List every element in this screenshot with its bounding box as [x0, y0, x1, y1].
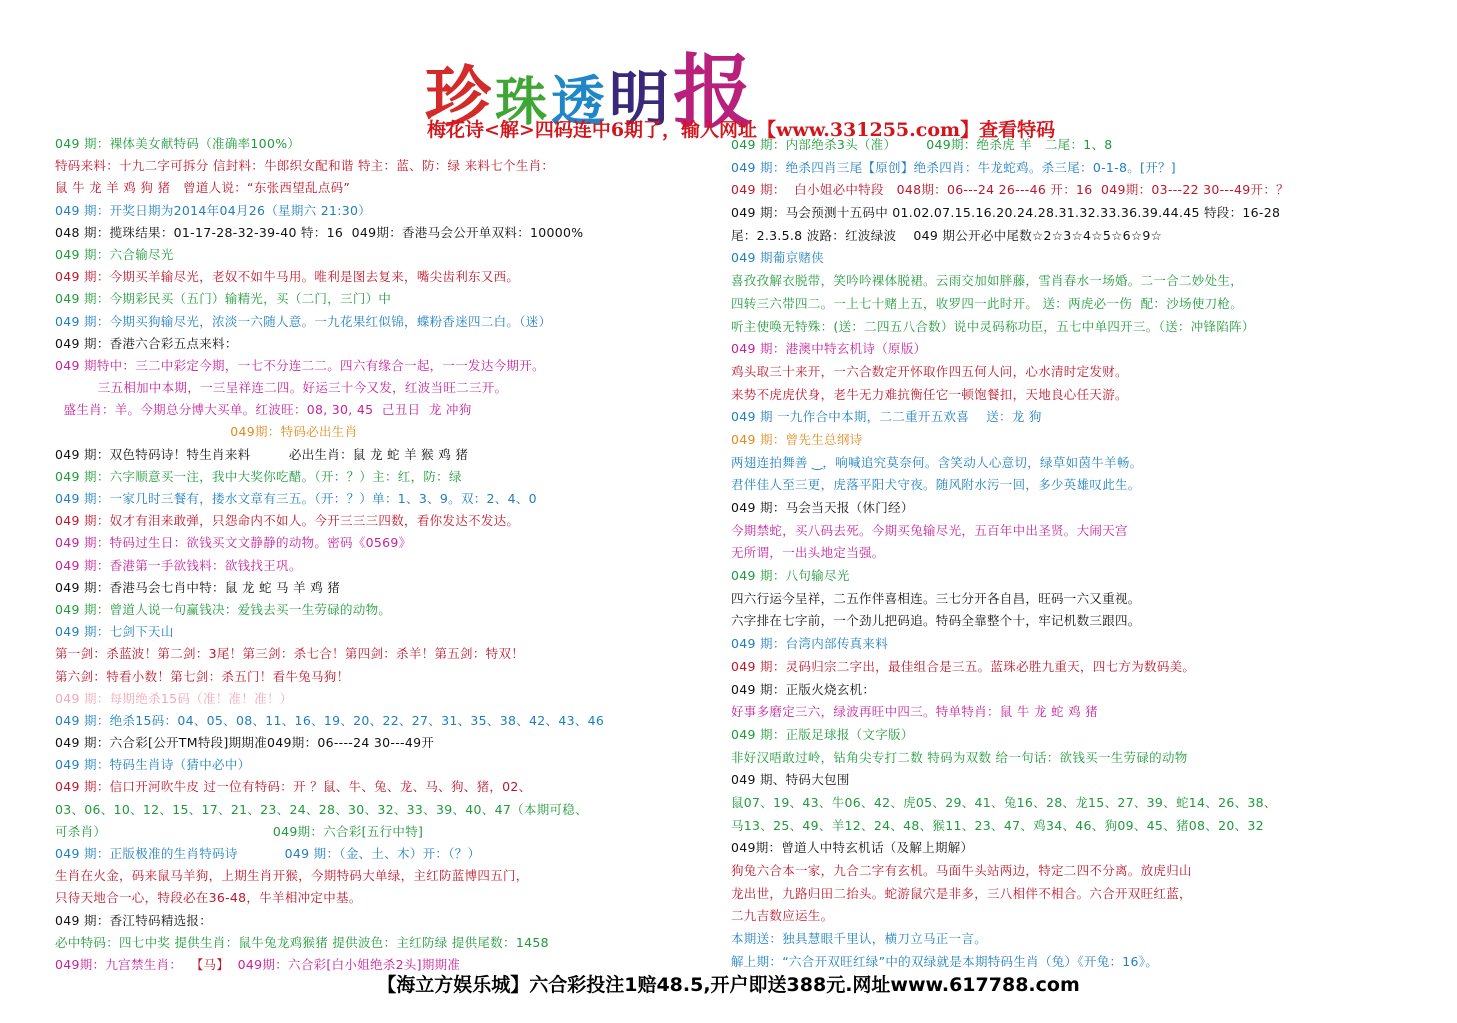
- text-segment: 049 期：双色特码诗！特生肖来料 必出生肖：鼠 龙 蛇 羊 猴 鸡 猪: [55, 446, 469, 462]
- text-line: [731, 384, 1431, 407]
- text-segment: 盛生肖：羊。今期总分博大买单。红波旺：08, 30, 45 己丑日 龙 冲狗: [55, 402, 472, 418]
- left-column: [55, 133, 715, 976]
- text-segment: 必中特码：四七中奖 提供生肖：鼠牛兔龙鸡猴猪 提供波色：主红防绿 提供尾数：1458: [55, 934, 549, 950]
- text-line: [731, 202, 1431, 225]
- text-line: [731, 928, 1431, 951]
- text-line: [731, 769, 1431, 792]
- text-segment: 049 期：今期买狗输尽光，浓淡一六随人意。一九花果红似锦，蝶粉香迷四二白。（迷）: [55, 313, 552, 329]
- text-segment: 049 期：香港第一手欲钱料：欲钱找王巩。: [55, 557, 302, 573]
- text-segment: 049 期特中：三二中彩定今期，一七不分连二二。四六有缘合一起，一一发达今期开。: [55, 357, 545, 373]
- text-segment: 049 期：特码生肖诗（猜中必中）: [55, 757, 251, 773]
- text-segment: 049 期：六合彩[公开TM特段]期期准049期：06----24 30---49开: [55, 735, 435, 751]
- text-line: [55, 266, 715, 288]
- text-segment: 049 期：灵码归宗二字出，最佳组合是三五。蓝珠必胜九重天，四七方为数码美。: [731, 658, 1196, 674]
- text-segment: 049 期：一家几时三餐有，搂水文章有三五。（开：？）单：1、3、9。双：2、4、0: [55, 491, 537, 506]
- text-line: [731, 293, 1431, 316]
- text-segment: 049 期：信口开河吹牛皮 过一位有特码：开 ？鼠、牛、兔、龙、马、狗、猪，02、: [55, 779, 532, 795]
- text-line: [55, 821, 715, 843]
- text-segment: 049期：六合彩[白小姐绝杀2头]期期准: [229, 956, 461, 972]
- text-line: [731, 905, 1431, 928]
- text-line: [55, 444, 715, 466]
- text-line: [55, 333, 715, 355]
- text-line: [55, 688, 715, 710]
- text-line: [55, 887, 715, 909]
- text-line: [731, 338, 1431, 361]
- text-line: [731, 860, 1431, 883]
- text-segment: 049 期：香港马会七肖中特：鼠 龙 蛇 马 羊 鸡 猪: [55, 579, 341, 595]
- text-line: [731, 225, 1431, 248]
- text-line: [731, 610, 1431, 633]
- text-segment: 三五相加中本期，一三呈祥连二四。好运三十今又发，红波当旺二三开。: [55, 380, 508, 396]
- text-line: [55, 288, 715, 310]
- text-segment: 【马】: [190, 956, 230, 972]
- right-column: [731, 134, 1431, 973]
- text-segment: 四六行运今呈祥，二五作伴喜相连。三七分开各自昌，旺码一六又重视。: [731, 590, 1141, 606]
- text-line: [731, 837, 1431, 860]
- text-segment: 鼠07、19、43、牛06、42、虎05、29、41、兔16、28、龙15、27、39、蛇14、26、38、: [731, 794, 1277, 810]
- text-line: [55, 200, 715, 222]
- masthead-char: 明: [609, 65, 674, 135]
- text-line: [55, 510, 715, 532]
- text-line: [731, 520, 1431, 543]
- text-segment: 第一剑：杀蓝波！第二剑：3尾！第三剑：杀七合！第四剑：杀羊！第五剑：特双！: [55, 646, 525, 662]
- text-segment: 049 期：台湾内部传真来料: [731, 636, 889, 652]
- text-line: [55, 244, 715, 266]
- text-line: [731, 474, 1431, 497]
- text-segment: 生肖在火金，码来鼠马羊狗，上期生肖开猴，今期特码大单绿，主红防蓝博四五门，: [55, 868, 529, 884]
- text-segment: 非好汉唔敢过岭，钻角尖专打二数 特码为双数 给一句话：欲钱买一生劳碌的动物: [731, 749, 1188, 765]
- text-line: [55, 399, 715, 421]
- text-segment: 喜孜孜解衣脱带，笑吟吟裸体脱裙。云雨交加如胖藤，雪肖春水一场婚。二一合二妙处生，: [731, 273, 1244, 289]
- text-segment: 049 期：香江特码精选报：: [55, 912, 213, 928]
- masthead-title: [425, 28, 758, 139]
- text-segment: 二九吉数应运生。: [731, 908, 834, 924]
- text-line: [731, 701, 1431, 724]
- text-line: [731, 316, 1431, 339]
- text-segment: 048 期：揽珠结果：01-17-28-32-39-40 特：16 049期：香港马会公开单双料：10000%: [55, 224, 584, 240]
- text-line: [731, 633, 1431, 656]
- text-segment: 049 期：曾道人说一句赢钱决：爱钱去买一生劳碌的动物。: [55, 601, 392, 617]
- text-line: [55, 865, 715, 887]
- text-line: [731, 270, 1431, 293]
- text-line: [731, 247, 1431, 270]
- text-segment: 049 期：马会当天报（休门经）: [731, 500, 914, 515]
- text-line: [731, 361, 1431, 384]
- text-line: [55, 488, 715, 510]
- text-segment: 049 期：内部绝杀3头（准） 049期：绝杀虎 羊 二尾：1、8: [731, 137, 1113, 152]
- text-line: [731, 792, 1431, 815]
- text-line: [55, 355, 715, 377]
- text-segment: 049 期：港澳中特玄机诗（原版）: [731, 341, 927, 357]
- text-segment: 今期禁蛇，买八码去死。今期买兔输尽光，五百年中出圣贤。大闹天宫: [731, 522, 1128, 538]
- text-line: [55, 577, 715, 599]
- text-segment: 049 期：正版极准的生肖特码诗 049 期：（金、土、木）开：（？）: [55, 846, 481, 861]
- text-segment: 049期：特码必出生肖: [55, 424, 358, 440]
- text-line: [731, 588, 1431, 611]
- text-segment: 狗兔六合本一家，九合二字有玄机。马面牛头站两边，特定二四不分离。放虎归山: [731, 863, 1192, 878]
- text-segment: 049 期：今期彩民买（五门）输精光，买（二门，三门）中: [55, 291, 392, 307]
- text-segment: 049 期：每期绝杀15码（准！准！准！）: [55, 690, 293, 706]
- text-line: [55, 710, 715, 732]
- text-line: [55, 799, 715, 821]
- text-line: [55, 421, 715, 443]
- text-line: [55, 532, 715, 554]
- text-segment: 049 期：马会预测十五码中 01.02.07.15.16.20.24.28.31.32.33.36.39.44.45 特段：16-28: [731, 205, 1281, 221]
- text-line: [55, 133, 715, 155]
- text-line: [55, 222, 715, 244]
- text-segment: 特码来料：十九二字可拆分 信封料：牛郎织女配和谐 特主：蓝、防：绿 来料七个生肖：: [55, 158, 555, 174]
- text-segment: 049 期葡京赌侠: [731, 250, 825, 266]
- masthead-char: 报: [673, 45, 758, 139]
- text-segment: 四转三六带四二。一上七十赌上五，收罗四一此时开。 送：两虎必一伤 配：沙场使刀枪。: [731, 295, 1244, 311]
- text-line: [55, 643, 715, 665]
- footer-advert: 【海立方娱乐城】六合彩投注1赔48.5,开户即送388元.网址www.617788.com: [377, 974, 1080, 996]
- text-line: [731, 134, 1431, 157]
- text-segment: 第六剑：特看小数！第七剑：杀五门！看牛兔马狗！: [55, 668, 350, 684]
- text-line: [55, 932, 715, 954]
- text-line: [55, 776, 715, 798]
- masthead-char: 透: [551, 69, 610, 133]
- text-segment: 049 期：曾先生总纲诗: [731, 431, 863, 447]
- text-segment: 03、06、10、12、15、17、21、23、24、28、30、32、33、39、40、47（本期可稳、: [55, 801, 588, 817]
- text-segment: 049 期：今期买羊输尽光，老奴不如牛马用。唯利是图去复来，嘴尖齿利东又西。: [55, 269, 520, 285]
- text-segment: 049 期：六合输尽光: [55, 246, 174, 262]
- text-segment: 049 期 一九作合中本期，二二重开五欢喜 送：龙 狗: [731, 409, 1042, 425]
- text-segment: 鸡头取三十来开，一六合数定开怀取作四五何人问，心水清时定发财。: [731, 363, 1128, 379]
- text-line: [55, 843, 715, 865]
- text-segment: 龙出世，九路归田二抬头。蛇游鼠穴是非多，三八相伴不相合。六合开双旺红蓝，: [731, 885, 1192, 901]
- text-line: [731, 656, 1431, 679]
- text-segment: 049 期：香港六合彩五点来料：: [55, 335, 238, 351]
- text-line: [55, 311, 715, 333]
- text-line: [55, 599, 715, 621]
- masthead-subtitle: 梅花诗<解>四码连中6期了，输入网址【www.331255.com】查看特码: [427, 119, 1056, 141]
- text-line: [731, 497, 1431, 520]
- text-line: [55, 466, 715, 488]
- text-segment: 049 期：奴才有泪来敢弹，只怨命内不如人。今开三三三四数，看你发达不发达。: [55, 513, 520, 529]
- text-line: [731, 542, 1431, 565]
- text-segment: 049 期：特码过生日：欲钱买文文静静的动物。密码《0569》: [55, 535, 412, 551]
- text-segment: 049 期：六字顺意买一注，我中大奖你吃醋。（开：？）主：红，防：绿: [55, 468, 462, 484]
- text-line: [731, 883, 1431, 906]
- text-segment: 049 期：绝杀四肖三尾【原创】绝杀四肖：牛龙蛇鸡。杀三尾：0-1-8。[开？]: [731, 159, 1176, 175]
- text-segment: 无所谓，一出头地定当强。: [731, 545, 885, 561]
- text-line: [731, 565, 1431, 588]
- text-segment: 049 期：正版足球报（文字版）: [731, 726, 914, 742]
- text-segment: 马13、25、49、羊12、24、48、猴11、23、47、鸡34、46、狗09、45、猪08、20、32: [731, 817, 1264, 833]
- text-line: [731, 179, 1431, 202]
- text-segment: 049 期：八句输尽光: [731, 568, 850, 584]
- text-line: [55, 377, 715, 399]
- text-segment: 049 期：裸体美女献特码（准确率100%）: [55, 136, 301, 151]
- text-line: [731, 815, 1431, 838]
- text-segment: 049 期：正版火烧玄机：: [731, 681, 876, 697]
- text-line: [731, 406, 1431, 429]
- text-segment: 君伴佳人至三更，虎落平阳犬守夜。随风附水污一回，多少英雄叹此生。: [731, 477, 1141, 493]
- text-segment: 两翅连拍舞善 ‿，响喊追究莫奈何。含笑动人心意切，绿草如茵牛羊畅。: [731, 454, 1143, 470]
- text-segment: 好事多磨定三六，绿波再旺中四三。特单特肖：鼠 牛 龙 蛇 鸡 猪: [731, 704, 1098, 720]
- masthead-char: 珍: [425, 58, 495, 136]
- text-segment: 049期：六合彩[五行中特]: [272, 823, 424, 839]
- text-segment: 来势不虎虎伏身，老牛无力难抗衡任它一顿饱餐扣，天地良心任天游。: [731, 386, 1128, 402]
- text-line: [55, 910, 715, 932]
- text-segment: 只待天地合一心，特段必在36-48，牛羊相冲定中基。: [55, 890, 362, 906]
- text-line: [55, 621, 715, 643]
- text-line: [731, 429, 1431, 452]
- text-segment: 尾：2.3.5.8 波路：红波绿波 049 期公开必中尾数☆2☆3☆4☆5☆6☆9☆: [731, 227, 1163, 243]
- text-segment: 鼠 牛 龙 羊 鸡 狗 猪 曾道人说：“东张西望乱点码”: [55, 180, 351, 196]
- text-line: [55, 555, 715, 577]
- text-segment: 六字排在七字前，一个劲儿把码追。特码全靠整个十，牢记机数三跟四。: [731, 613, 1141, 629]
- masthead-char: 珠: [495, 72, 552, 133]
- text-segment: 049 期：七剑下天山: [55, 624, 174, 640]
- text-line: [55, 177, 715, 199]
- text-line: [731, 157, 1431, 180]
- text-segment: 049 期： 白小姐必中特段 048期：06---24 26---46 开：16 049期：03---22 30---49开：？: [731, 182, 1289, 198]
- text-segment: 解上期：“六合开双旺红绿”中的双绿就是本期特码生肖（兔）《开兔：16》。: [731, 953, 1159, 969]
- text-segment: 049 期：开奖日期为2014年04月26（星期六 21:30）: [55, 202, 372, 218]
- text-line: [55, 666, 715, 688]
- text-line: [55, 754, 715, 776]
- text-segment: 本期送：独具慧眼千里认，横刀立马正一言。: [731, 931, 988, 947]
- text-segment: 可杀肖）: [55, 823, 273, 839]
- text-segment: 049 期：绝杀15码：04、05、08、11、16、19、20、22、27、31、35、38、42、43、46: [55, 712, 605, 728]
- text-segment: 听主使唤无特殊：(送：二四五八合数）说中灵码称功臣，五七中单四开三。（送：冲锋陷阵）: [731, 318, 1255, 334]
- text-line: [731, 452, 1431, 475]
- text-line: [731, 724, 1431, 747]
- text-line: [55, 155, 715, 177]
- text-segment: 049期：曾道人中特玄机话（及解上期解）: [731, 840, 974, 856]
- text-segment: 049 期、特码大包围: [731, 772, 850, 788]
- text-line: [55, 732, 715, 754]
- text-line: [731, 679, 1431, 702]
- text-segment: 049期：九宫禁生肖：: [55, 956, 191, 972]
- text-line: [731, 747, 1431, 770]
